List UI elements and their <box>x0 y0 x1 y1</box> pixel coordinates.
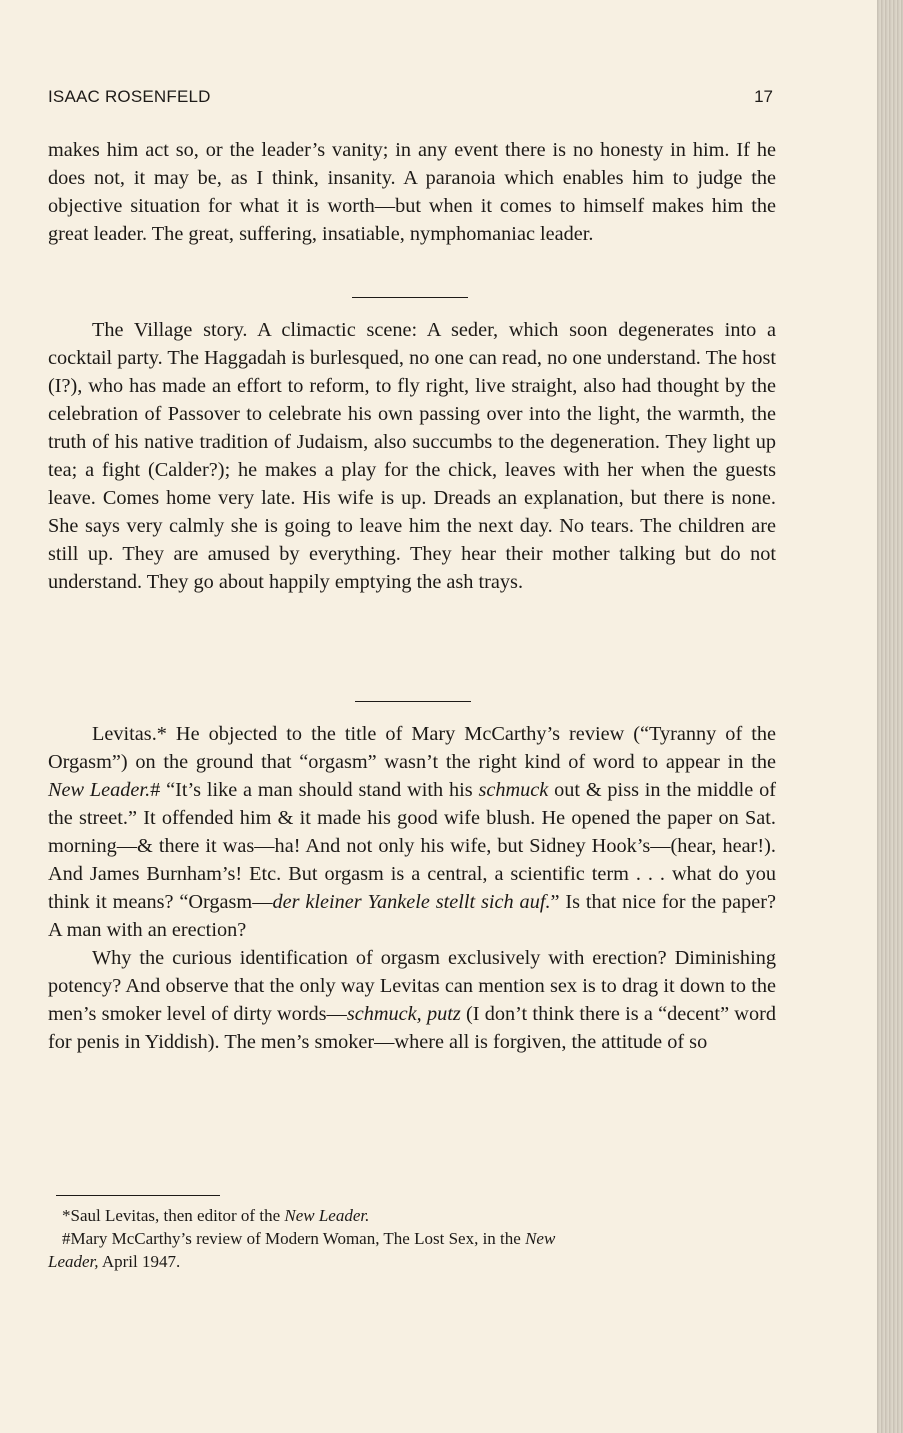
fn1-em: New Leader. <box>284 1206 370 1225</box>
page-number: 17 <box>754 87 773 106</box>
section-divider-1 <box>352 297 468 298</box>
p3-em-new-leader: New Leader. <box>48 779 151 801</box>
p3-part-c: out & piss in the middle of the street.” It offended him & it made his good wife blush. He opened the paper on Sat. morning—& there it was—ha! And not only his wife, but Sidney Hook’s—(hear, hear!). And James Burnham’s! Etc. But orgasm is a central, a scientific term . . . what do you think it means? “Orgasm— <box>48 779 776 913</box>
paragraph-3-text <box>48 720 776 944</box>
paragraph-1 <box>48 136 776 248</box>
paragraph-2 <box>48 316 776 596</box>
paragraph-1-text: makes him act so, or the leader’s vanity; in any event there is no honesty in him. If he does not, it may be, as I think, insanity. A paranoia which enables him to judge the objective situation for what it is worth—but when it comes to himself makes him the great leader. The great, suffering, insatiable, nymphomaniac leader. <box>48 139 776 245</box>
p4-part-a: Why the curious identification of orgasm exclusively with erection? Diminishing potency? And observe that the only way Levitas can mention sex is to drag it down to the men’s smoker level of dirty words— <box>48 947 776 1025</box>
paragraph-3 <box>48 720 776 1056</box>
page-edge <box>877 0 903 1433</box>
p4-em-words: schmuck, putz <box>346 1003 461 1025</box>
fn2-text-b: April 1947. <box>98 1252 181 1271</box>
paragraph-4-text <box>48 944 776 1056</box>
fn2-em-2: Leader, <box>48 1252 99 1271</box>
running-header <box>48 87 773 111</box>
running-title: ISAAC ROSENFELD <box>48 87 211 106</box>
footnote-2 <box>48 1227 778 1273</box>
p3-part-a: Levitas.* He objected to the title of Mary McCarthy’s review (“Tyranny of the Orgasm”) on the ground that “orgasm” wasn’t the right kind of word to appear in the <box>48 723 776 773</box>
p3-em-schmuck: schmuck <box>478 779 549 801</box>
section-divider-2 <box>355 701 471 702</box>
footnote-1 <box>62 1204 778 1227</box>
footnote-rule <box>56 1195 220 1196</box>
fn2-em: New <box>525 1229 556 1248</box>
fn2-text: #Mary McCarthy’s review of Modern Woman, The Lost Sex, in the <box>62 1229 526 1248</box>
p3-part-d: ” Is that nice for the paper? A man with an erection? <box>48 891 776 941</box>
paragraph-2-text: The Village story. A climactic scene: A seder, which soon degenerates into a cocktail party. The Haggadah is burlesqued, no one can read, no one understand. The host (I?), who has made an effort to reform, to fly right, live straight, also had thought by the celebration of Passover to celebrate his own passing over into the light, the warmth, the truth of his native tradition of Judaism, also succumbs to the degeneration. They light up tea; a fight (Calder?); he makes a play for the chick, leaves with her when the guests leave. Comes home very late. His wife is up. Dreads an explanation, but there is none. She says very calmly she is going to leave him the next day. No tears. The children are still up. They are amused by everything. They hear their mother talking but do not understand. They go about happily emptying the ash trays. <box>48 319 776 593</box>
fn1-text: *Saul Levitas, then editor of the <box>62 1206 285 1225</box>
p4-part-b: (I don’t think there is a “decent” word for penis in Yiddish). The men’s smoker—where all is forgiven, the attitude of so <box>48 1003 776 1053</box>
p3-part-b: # “It’s like a man should stand with his <box>150 779 479 801</box>
p3-em-yiddish: der kleiner Yankele stellt sich auf. <box>272 891 551 913</box>
footnotes <box>48 1204 778 1273</box>
